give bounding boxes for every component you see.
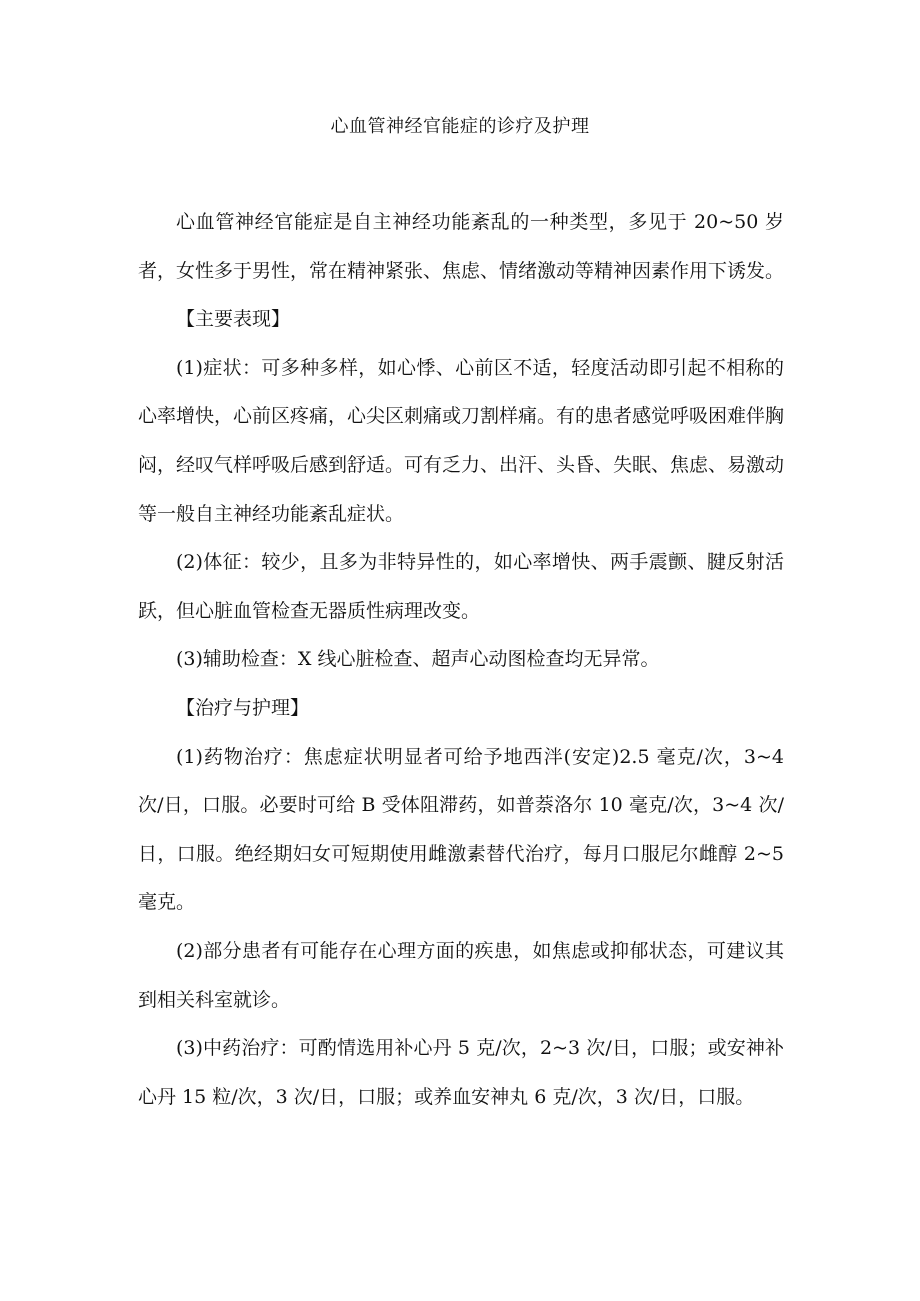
paragraph-intro: 心血管神经官能症是自主神经功能紊乱的一种类型，多见于 20~50 岁者，女性多于男性，常在精神紧张、焦虑、情绪激动等精神因素作用下诱发。 — [138, 211, 785, 282]
document-title: 心血管神经官能症的诊疗及护理 — [330, 116, 590, 137]
section-heading-main-manifestations: 【主要表现】 — [176, 308, 291, 331]
section-heading-treatment-nursing: 【治疗与护理】 — [176, 696, 310, 719]
paragraph-psychological: (2)部分患者有可能存在心理方面的疾患，如焦虑或抑郁状态，可建议其到相关科室就诊。 — [138, 939, 784, 1011]
paragraph-signs: (2)体征：较少，且多为非特异性的，如心率增快、两手震颤、腱反射活跃，但心脏血管检查无器质性病理改变。 — [138, 551, 784, 622]
paragraph-tcm-therapy: (3)中药治疗：可酌情选用补心丹 5 克/次，2~3 次/日，口服；或安神补心丹 15 粒/次，3 次/日，口服；或养血安神丸 6 克/次，3 次/日，口服。 — [138, 1037, 784, 1108]
paragraph-drug-therapy: (1)药物治疗：焦虑症状明显者可给予地西泮(安定)2.5 毫克/次，3~4 次/日，口服。必要时可给 B 受体阻滞药，如普萘洛尔 10 毫克/次，3~4 次/日，口服。绝经期妇女可短期使用雌激素替代治疗，每月口服尼尔雌醇 2~5 毫克。 — [138, 745, 784, 914]
paragraph-auxiliary-exam: (3)辅助检查：X 线心脏检查、超声心动图检查均无异常。 — [176, 648, 660, 671]
paragraph-symptoms: (1)症状：可多种多样，如心悸、心前区不适，轻度活动即引起不相称的心率增快，心前区疼痛，心尖区刺痛或刀割样痛。有的患者感觉呼吸困难伴胸闷，经叹气样呼吸后感到舒适。可有乏力、出汗、头昏、失眠、焦虑、易激动等一般自主神经功能紊乱症状。 — [138, 356, 785, 525]
document-body — [138, 198, 784, 1121]
